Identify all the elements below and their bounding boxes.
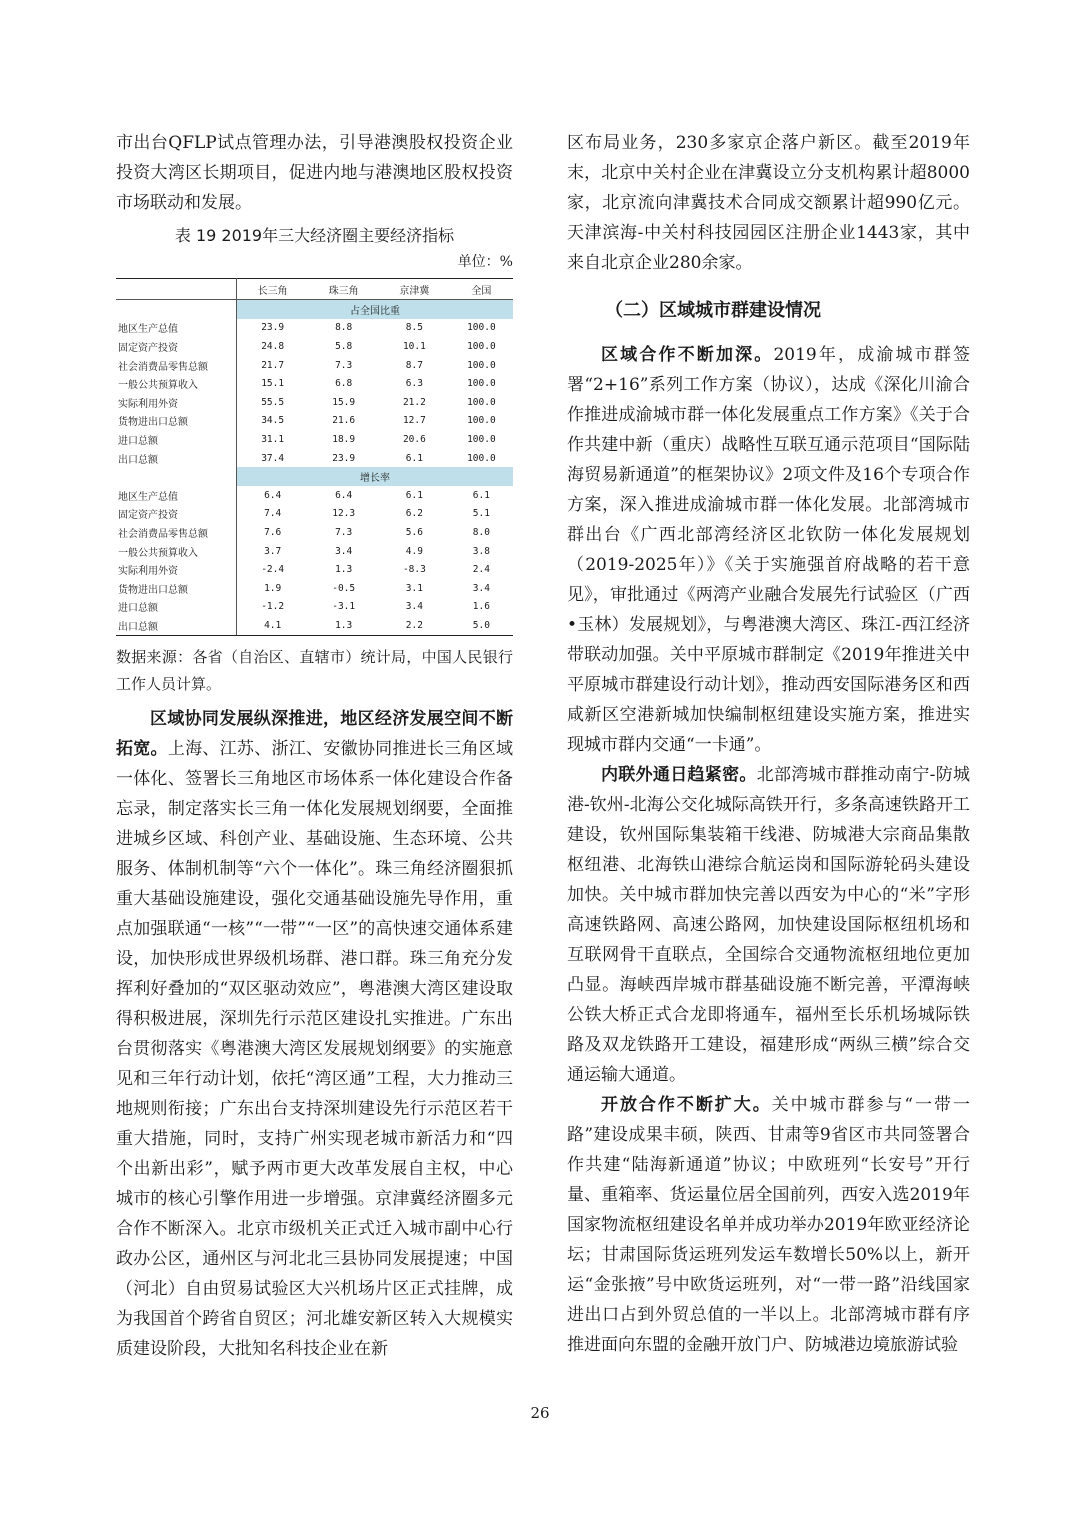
paragraph-regional-coordination	[116, 704, 513, 1364]
paragraph-lead: 内联外通日趋紧密。	[601, 765, 757, 785]
cell-value: 6.4	[264, 489, 282, 501]
cell-value: 3.1	[405, 582, 423, 594]
cell-value: 15.9	[332, 396, 356, 408]
table-row	[116, 430, 513, 449]
cell-value: 100.0	[467, 433, 496, 445]
cell-value: 2.2	[379, 616, 450, 635]
cell-value: 7.6	[264, 526, 282, 538]
cell-value: 3.8	[472, 545, 490, 557]
cell-value: 100.0	[467, 359, 496, 371]
cell-value: 5.6	[405, 526, 423, 538]
header-pearl: 珠三角	[308, 279, 379, 300]
row-label: 进口总额	[116, 598, 237, 617]
table-row	[116, 598, 513, 617]
table-section-label: 占全国比重	[237, 300, 514, 319]
cell-value: 100.0	[467, 396, 496, 408]
cell-value: 3.4	[405, 601, 423, 613]
row-label: 社会消费品零售总额	[116, 523, 237, 542]
row-label: 出口总额	[116, 449, 237, 468]
row-label: 货物进出口总额	[116, 579, 237, 598]
table-row	[116, 560, 513, 579]
cell-value: 8.7	[405, 359, 423, 371]
row-label: 出口总额	[116, 616, 237, 635]
row-label: 一般公共预算收入	[116, 542, 237, 561]
cell-value: -3.1	[332, 601, 356, 613]
cell-value: 5.0	[450, 616, 513, 635]
table-row	[116, 374, 513, 393]
cell-value: 3.4	[472, 582, 490, 594]
cell-value: -0.5	[332, 582, 356, 594]
section-label-blank	[116, 467, 237, 486]
cell-value: 100.0	[467, 378, 496, 390]
header-national: 全国	[450, 279, 513, 300]
table-row	[116, 486, 513, 505]
right-column	[567, 128, 970, 1360]
cell-value: 23.9	[261, 322, 285, 334]
cell-value: 55.5	[261, 396, 285, 408]
row-label: 一般公共预算收入	[116, 374, 237, 393]
continued-paragraph: 区布局业务，230多家京企落户新区。截至2019年末，北京中关村企业在津冀设立分支机构累计超8000家，北京流向津冀技术合同成交额累计超990亿元。天津滨海-中关村科技园园区注册企业1443家，其中来自北京企业280余家。	[567, 133, 970, 273]
table-header-row	[116, 279, 513, 300]
paragraph-body: 北部湾城市群推动南宁-防城港-钦州-北海公交化城际高铁开行，多条高速铁路开工建设，钦州国际集装箱干线港、防城港大宗商品集散枢纽港、北海铁山港综合航运岗和国际游轮码头建设加快。关中城市群加快完善以西安为中心的“米”字形高速铁路网、高速公路网，加快建设国际枢纽机场和互联网骨干直联点，全国综合交通物流枢纽地位更加凸显。海峡西岸城市群基础设施不断完善，平潭海峡公铁大桥正式合龙即将通车，福州至长乐机场城际铁路及双龙铁路开工建设，福建形成“两纵三横”综合交通运输大通道。	[567, 765, 971, 1085]
cell-value: 24.8	[261, 340, 285, 352]
cell-value: 21.2	[402, 396, 426, 408]
cell-value: 6.2	[405, 508, 423, 520]
header-yangtze: 长三角	[237, 279, 309, 300]
cell-value: 100.0	[467, 452, 496, 464]
economic-indicators-table	[116, 278, 513, 636]
row-label: 地区生产总值	[116, 486, 237, 505]
cell-value: 7.4	[264, 508, 282, 520]
paragraph-body: 关中城市群参与“一带一路”建设成果丰硕，陕西、甘肃等9省区市共同签署合作共建“陆海新通道”协议；中欧班列“长安号”开行量、重箱率、货运量位居全国前列，西安入选2019年国家物流枢纽建设名单并成功举办2019年欧亚经济论坛；甘肃国际货运班列发运车数增长50%以上，新开运“金张掖”号中欧货运班列，对“一带一路”沿线国家进出口占到外贸总值的一半以上。北部湾城市群有序推进面向东盟的金融开放门户、防城港边境旅游试验	[567, 1095, 970, 1355]
cell-value: 6.4	[335, 489, 353, 501]
row-label: 地区生产总值	[116, 319, 237, 338]
paragraph-regional-cooperation	[567, 340, 970, 760]
table-section-row	[116, 300, 513, 319]
cell-value: 10.1	[402, 340, 426, 352]
paragraph-connectivity	[567, 760, 970, 1090]
left-column	[116, 128, 513, 1364]
row-label: 固定资产投资	[116, 505, 237, 524]
table-row	[116, 337, 513, 356]
section-label-blank	[116, 300, 237, 319]
cell-value: -2.4	[261, 564, 285, 576]
cell-value: 5.1	[472, 508, 490, 520]
cell-value: 12.7	[402, 415, 426, 427]
cell-value: 23.9	[332, 452, 356, 464]
row-label: 实际利用外资	[116, 560, 237, 579]
cell-value: 3.4	[335, 545, 353, 557]
cell-value: 100.0	[467, 340, 496, 352]
cell-value: 12.3	[332, 508, 356, 520]
cell-value: 1.6	[472, 601, 490, 613]
cell-value: 2.4	[472, 564, 490, 576]
cell-value: 6.8	[335, 378, 353, 390]
cell-value: 8.5	[405, 322, 423, 334]
paragraph-body: 上海、江苏、浙江、安徽协同推进长三角区域一体化、签署长三角地区市场体系一体化建设合作备忘录，制定落实长三角一体化发展规划纲要，全面推进城乡区域、科创产业、基础设施、生态环境、公共服务、体制机制等“六个一体化”。珠三角经济圈狠抓重大基础设施建设，强化交通基础设施先导作用，重点加强联通“一核”“一带”“一区”的高快速交通体系建设，加快形成世界级机场群、港口群。珠三角充分发挥利好叠加的“双区驱动效应”，粤港澳大湾区建设取得积极进展，深圳先行示范区建设扎实推进。广东出台贯彻落实《粤港澳大湾区发展规划纲要》的实施意见和三年行动计划，依托“湾区通”工程，大力推动三地规则衔接；广东出台支持深圳建设先行示范区若干重大措施，同时，支持广州实现老城市新活力和“四个出新出彩”，赋予两市更大改革发展自主权，中心城市的核心引擎作用进一步增强。京津冀经济圈多元合作不断深入。北京市级机关正式迁入城市副中心行政办公区，通州区与河北北三县协同发展提速；中国（河北）自由贸易试验区大兴机场片区正式挂牌，成为我国首个跨省自贸区；河北雄安新区转入大规模实质建设阶段，大批知名科技企业在新	[116, 738, 514, 1359]
cell-value: 6.3	[405, 378, 423, 390]
paragraph-opening-up	[567, 1090, 970, 1360]
cell-value: 6.1	[405, 452, 423, 464]
table-row	[116, 449, 513, 468]
table-section-row	[116, 467, 513, 486]
cell-value: -8.3	[402, 564, 426, 576]
cell-value: 8.8	[335, 322, 353, 334]
table-unit: 单位：%	[457, 254, 513, 270]
table-row	[116, 523, 513, 542]
cell-value: 31.1	[261, 433, 285, 445]
row-label: 进口总额	[116, 430, 237, 449]
row-label: 社会消费品零售总额	[116, 356, 237, 375]
cell-value: 37.4	[261, 452, 285, 464]
cell-value: 15.1	[261, 378, 285, 390]
cell-value: 100.0	[467, 415, 496, 427]
header-blank	[116, 279, 237, 300]
table-row	[116, 393, 513, 412]
cell-value: 8.0	[472, 526, 490, 538]
cell-value: 7.3	[335, 526, 353, 538]
table-body	[116, 300, 513, 636]
table-section-label: 增长率	[237, 467, 514, 486]
header-jingjinji: 京津冀	[379, 279, 450, 300]
data-source-note: 数据来源：各省（自治区、直辖市）统计局，中国人民银行工作人员计算。	[116, 647, 513, 693]
row-label: 货物进出口总额	[116, 412, 237, 431]
row-label: 固定资产投资	[116, 337, 237, 356]
cell-value: 3.7	[264, 545, 282, 557]
row-label: 实际利用外资	[116, 393, 237, 412]
cell-value: 20.6	[402, 433, 426, 445]
paragraph-lead: 区域合作不断加深。	[601, 345, 774, 365]
cell-value: 1.3	[308, 616, 379, 635]
cell-value: 1.3	[335, 564, 353, 576]
table-row	[116, 505, 513, 524]
cell-value: 4.1	[237, 616, 309, 635]
table-row	[116, 412, 513, 431]
cell-value: 4.9	[405, 545, 423, 557]
section-heading: （二）区域城市群建设情况	[605, 300, 821, 321]
page-number: 26	[530, 1404, 550, 1422]
cell-value: 100.0	[467, 322, 496, 334]
paragraph-body: 2019年，成渝城市群签署“2+16”系列工作方案（协议），达成《深化川渝合作推进成渝城市群一体化发展重点工作方案》《关于合作共建中新（重庆）战略性互联互通示范项目“国际陆海贸易新通道”的框架协议》2项文件及16个专项合作方案，深入推进成渝城市群一体化发展。北部湾城市群出台《广西北部湾经济区北钦防一体化发展规划（2019-2025年）》《关于实施强首府战略的若干意见》，审批通过《两湾产业融合发展先行试验区（广西•玉林）发展规划》，与粤港澳大湾区、珠江-西江经济带联动加强。关中平原城市群制定《2019年推进关中平原城市群建设行动计划》，推动西安国际港务区和西咸新区空港新城加快编制枢纽建设实施方案，推进实现城市群内交通“一卡通”。	[567, 345, 971, 755]
table-row	[116, 579, 513, 598]
cell-value: 18.9	[332, 433, 356, 445]
table-row	[116, 542, 513, 561]
cell-value: 7.3	[335, 359, 353, 371]
table-row	[116, 616, 513, 635]
table-title: 表 19 2019年三大经济圈主要经济指标	[174, 226, 455, 245]
cell-value: 5.8	[335, 340, 353, 352]
paragraph-lead: 开放合作不断扩大。	[601, 1095, 772, 1115]
cell-value: 6.1	[472, 489, 490, 501]
table-row	[116, 356, 513, 375]
table-row	[116, 319, 513, 338]
paragraph-lead: 区域协同发展纵深推进，地区经济发展空间不断拓宽。	[116, 708, 513, 759]
cell-value: 21.6	[332, 415, 356, 427]
cell-value: 6.1	[405, 489, 423, 501]
cell-value: 34.5	[261, 415, 285, 427]
cell-value: 1.9	[264, 582, 282, 594]
cell-value: 21.7	[261, 359, 285, 371]
cell-value: -1.2	[261, 601, 285, 613]
intro-paragraph: 市出台QFLP试点管理办法，引导港澳股权投资企业投资大湾区长期项目，促进内地与港澳地区股权投资市场联动和发展。	[116, 133, 513, 213]
